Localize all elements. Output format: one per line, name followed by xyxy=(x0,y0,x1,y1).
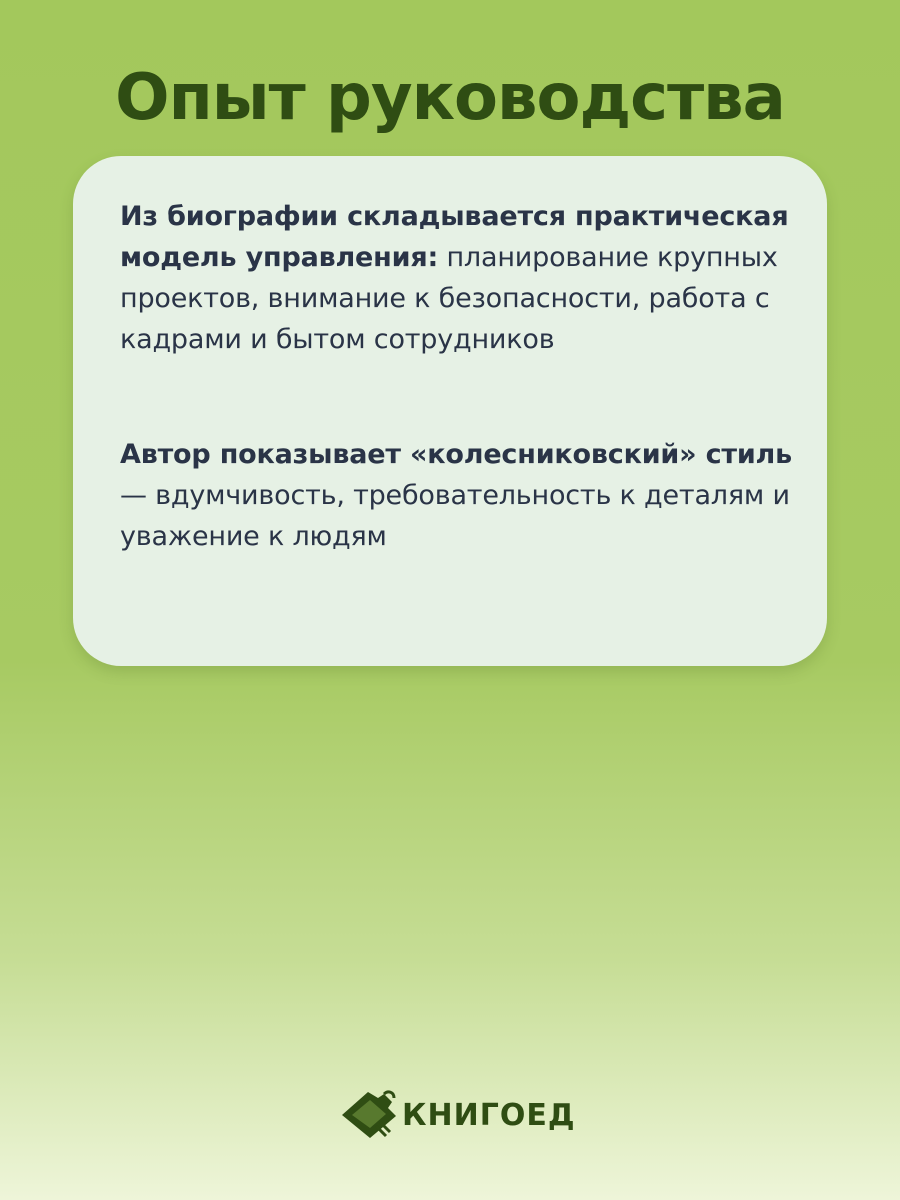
paragraph-1-bold: Из биографии складывается практическая модель управления: xyxy=(120,201,789,273)
paragraph-1-text: планирование крупных проектов, внимание к безопасности, работа с кадрами и бытом сотрудников xyxy=(120,242,778,355)
info-card xyxy=(73,156,827,666)
page-title: Опыт руководства xyxy=(115,61,785,135)
logo-text: КНИГОЕД xyxy=(402,1097,576,1133)
book-icon xyxy=(340,1088,398,1142)
paragraph-2-text: — вдумчивость, требовательность к деталям и уважение к людям xyxy=(120,480,790,552)
brand-logo xyxy=(340,1085,576,1145)
paragraph-2-bold: Автор показывает «колесниковский» стиль xyxy=(120,439,792,470)
card-paragraph-1 xyxy=(120,196,810,360)
card-paragraph-2 xyxy=(120,434,810,557)
